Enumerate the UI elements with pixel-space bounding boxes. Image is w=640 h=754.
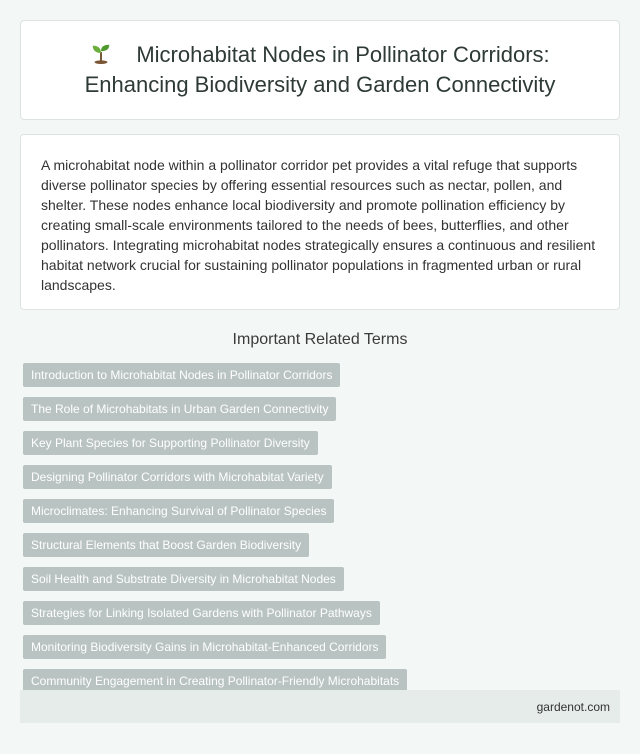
related-term-link[interactable]: Monitoring Biodiversity Gains in Microhabitat-Enhanced Corridors [23,635,386,659]
related-term-link[interactable]: Strategies for Linking Isolated Gardens with Pollinator Pathways [23,601,380,625]
related-term-link[interactable]: Key Plant Species for Supporting Pollinator Diversity [23,431,318,455]
sprout-icon [90,42,112,64]
related-term-link[interactable]: Community Engagement in Creating Pollinator-Friendly Microhabitats [23,669,407,693]
page-title-text: Microhabitat Nodes in Pollinator Corridors: Enhancing Biodiversity and Garden Connectivity [84,42,556,97]
related-term-link[interactable]: Designing Pollinator Corridors with Microhabitat Variety [23,465,332,489]
description-text: A microhabitat node within a pollinator corridor pet provides a vital refuge that supports diverse pollinator species by offering essential resources such as nectar, pollen, and shelter. These nodes enhance local biodiversity and promote pollination efficiency by creating small-scale environments tailored to the needs of bees, butterflies, and other pollinators. Integrating microhabitat nodes strategically ensures a continuous and resilient habitat network crucial for sustaining pollinator populations in fragmented urban or rural landscapes. [41,157,596,293]
related-term-link[interactable]: The Role of Microhabitats in Urban Garden Connectivity [23,397,336,421]
related-term-link[interactable]: Soil Health and Substrate Diversity in Microhabitat Nodes [23,567,344,591]
related-term-link[interactable]: Structural Elements that Boost Garden Biodiversity [23,533,309,557]
description-card [20,134,620,310]
footer-site-link[interactable]: gardenot.com [536,699,610,714]
related-terms-heading: Important Related Terms [232,331,408,348]
page-title [37,40,603,100]
related-term-link[interactable]: Introduction to Microhabitat Nodes in Pollinator Corridors [23,363,340,387]
related-terms-list [23,363,617,703]
related-term-link[interactable]: Microclimates: Enhancing Survival of Pollinator Species [23,499,334,523]
title-card [20,20,620,120]
footer [20,690,620,723]
